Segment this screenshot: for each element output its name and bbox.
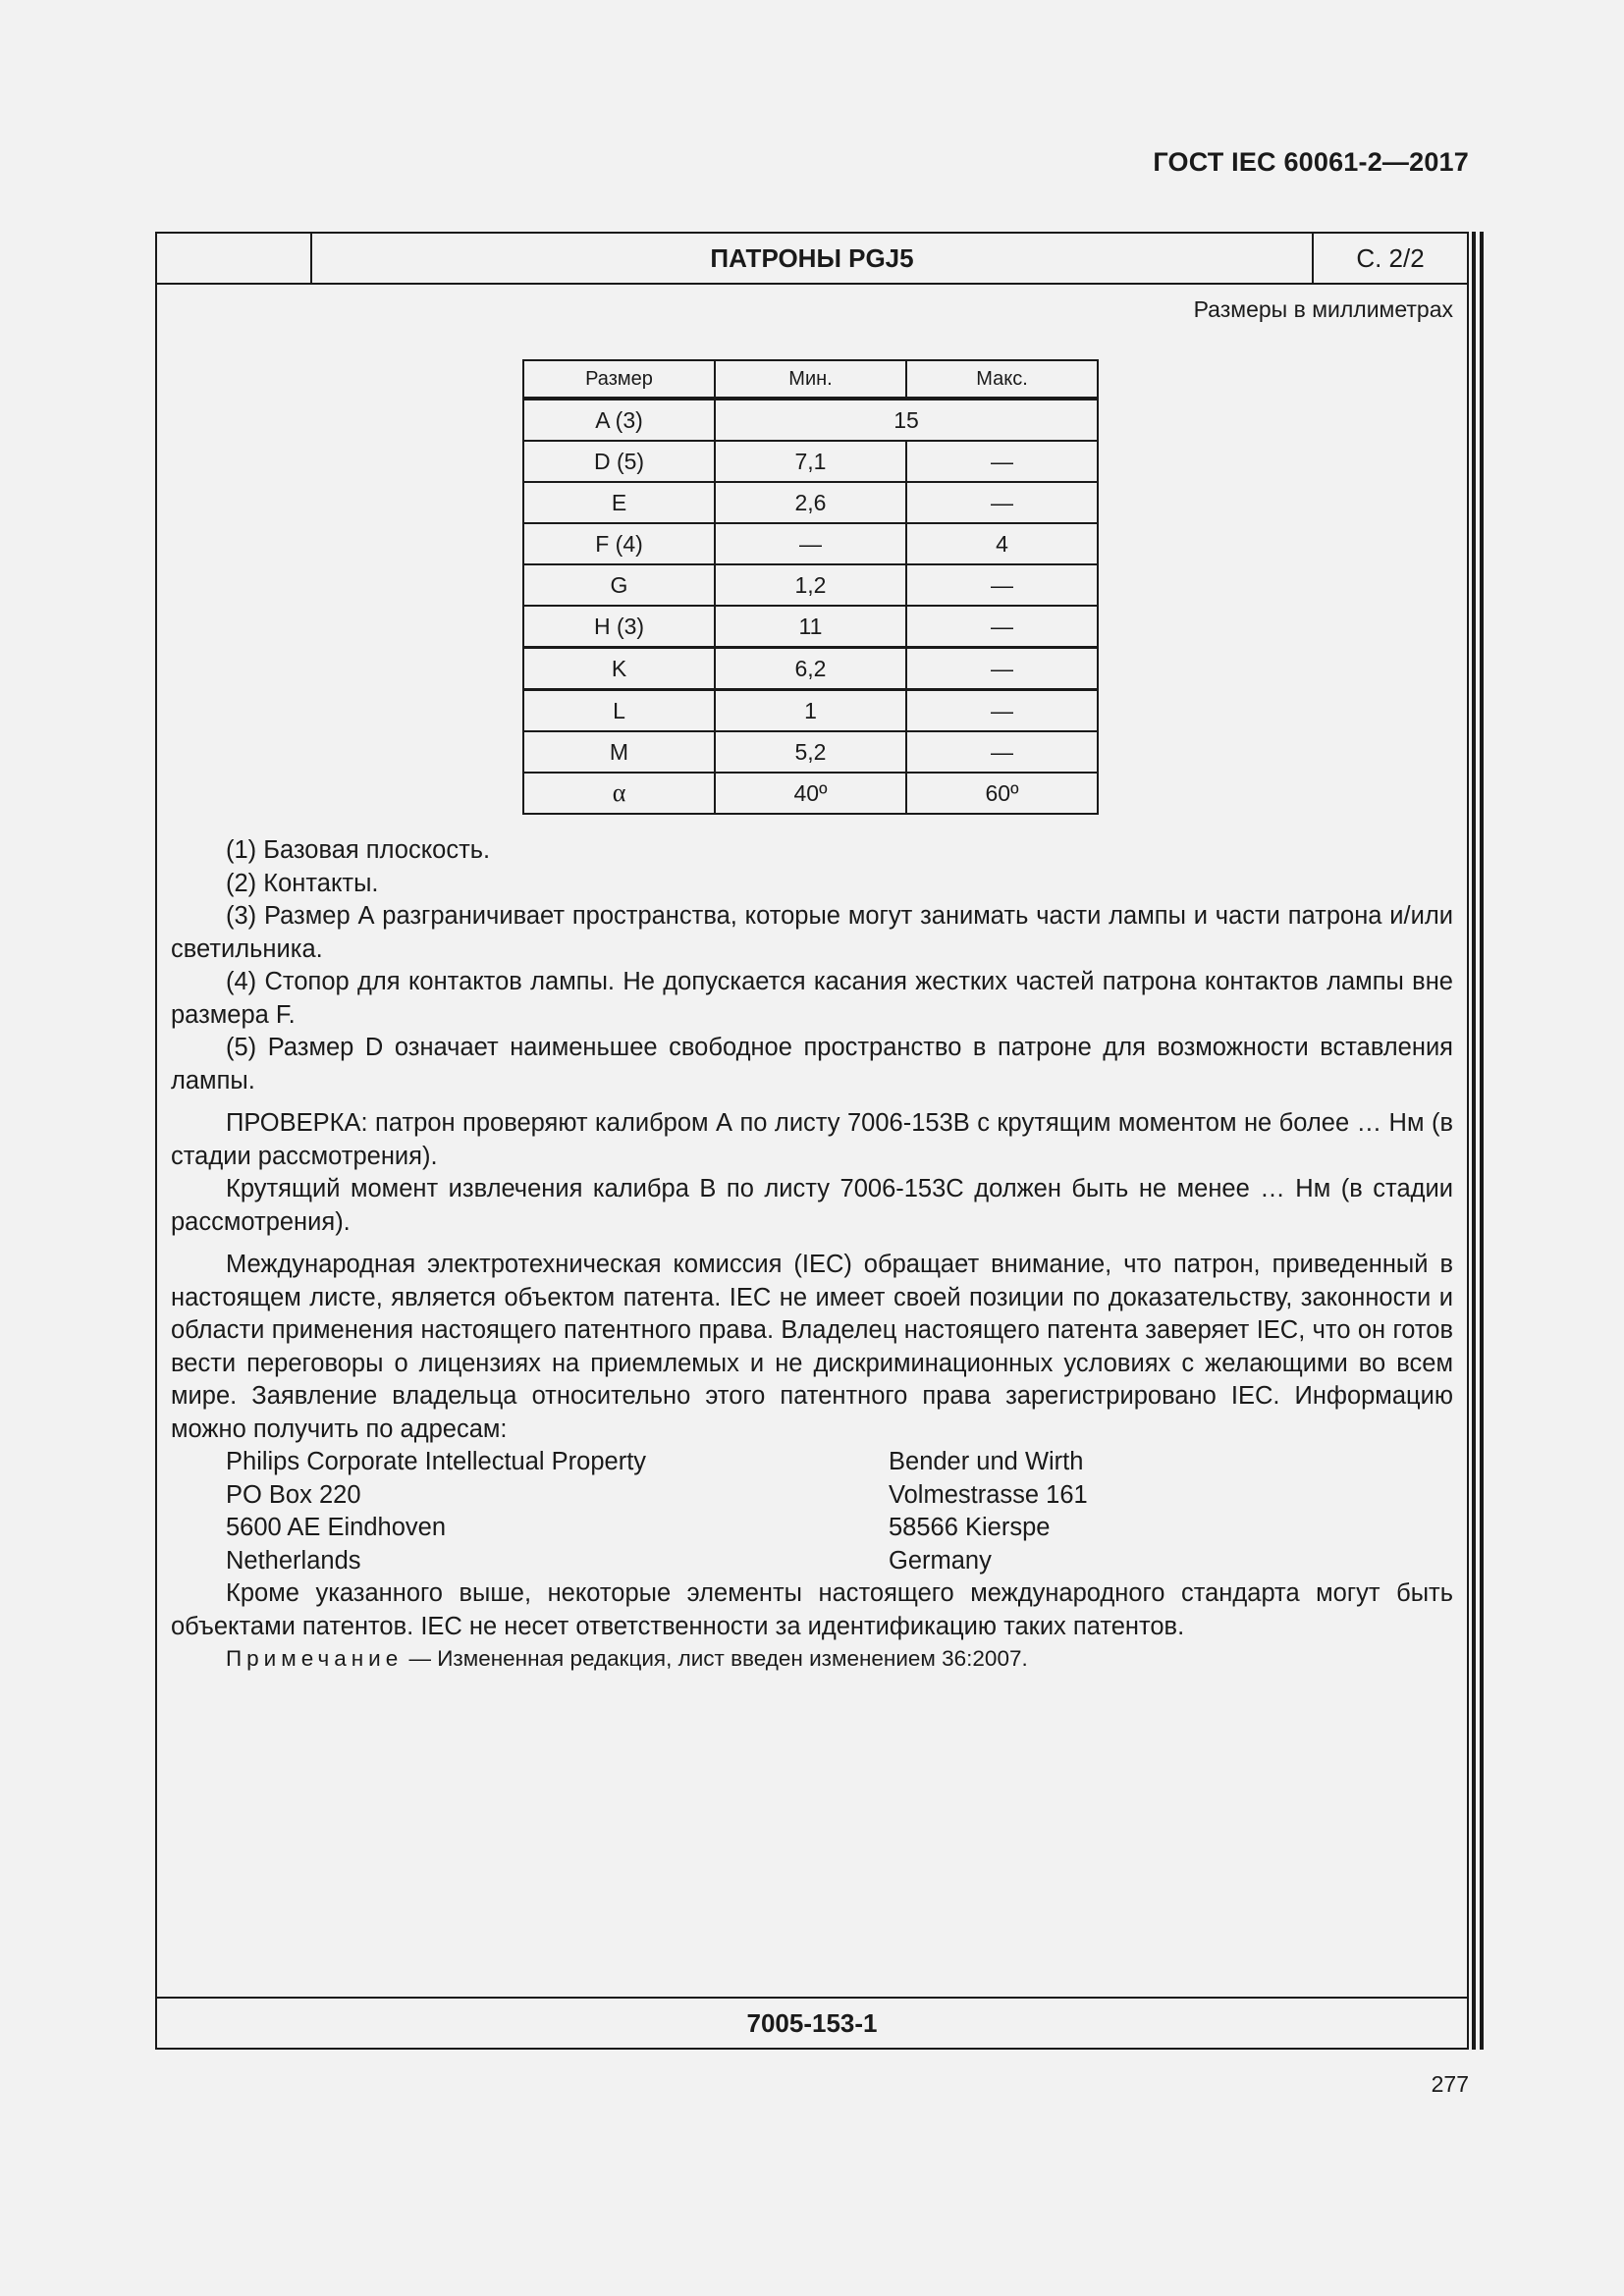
footnote-5: (5) Размер D означает наименьшее свободное пространство в патроне для возможности вставления лампы.	[171, 1034, 1453, 1095]
footnote-3: (3) Размер А разграничивает пространства, которые могут занимать части лампы и части патрона и/или светильника.	[171, 902, 1453, 963]
table-row	[523, 564, 1098, 606]
table-row	[523, 648, 1098, 690]
table-row	[523, 606, 1098, 648]
cell-max: 4	[906, 523, 1098, 564]
cell-min: 1,2	[715, 564, 906, 606]
table-row	[523, 690, 1098, 732]
note-paragraph	[171, 1643, 1453, 1675]
note-label: Примечание	[226, 1646, 404, 1671]
document-code: ГОСТ IEC 60061-2—2017	[1153, 147, 1469, 177]
cell-min: 7,1	[715, 441, 906, 482]
table-row	[523, 523, 1098, 564]
table-row	[523, 399, 1098, 441]
address-row	[171, 1512, 1453, 1545]
page-number: 277	[1431, 2071, 1469, 2097]
cell-max: —	[906, 564, 1098, 606]
cell-dimension: D (5)	[523, 441, 715, 482]
footnote-4: (4) Стопор для контактов лампы. Не допускается касания жестких частей патрона контактов лампы вне размера F.	[171, 968, 1453, 1029]
cell-max: —	[906, 606, 1098, 648]
frame-double-rule	[1472, 232, 1484, 2050]
cell-dimension: L	[523, 690, 715, 732]
cell-max: —	[906, 731, 1098, 773]
address-row	[171, 1446, 1453, 1479]
cell-dimension: G	[523, 564, 715, 606]
header-left-cell	[157, 234, 312, 283]
patent-paragraph: Международная электротехническая комиссия (IEC) обращает внимание, что патрон, приведенный в настоящем листе, является объектом патента. IEC не имеет своей позиции по доказательству, законности и области применения настоящего патентного права. Владелец настоящего патента заверяет IEC, что он готов вести переговоры о лицензиях на приемлемых и не дискриминационных условиях с желающими во всем мире. Заявление владельца относительно этого патентного права зарегистрировано IEC. Информацию можно получить по адресам:	[171, 1251, 1453, 1443]
address-right-line: 58566 Kierspe	[889, 1514, 1051, 1541]
sheet-header	[157, 234, 1467, 285]
cell-max: —	[906, 648, 1098, 690]
cell-min: 40º	[715, 773, 906, 814]
sheet-body-text	[171, 834, 1453, 1675]
note-text: — Измененная редакция, лист введен изменением 36:2007.	[403, 1646, 1028, 1671]
address-left-line: Netherlands	[226, 1546, 361, 1575]
address-left-line: Philips Corporate Intellectual Property	[226, 1448, 647, 1475]
cell-max: 60º	[906, 773, 1098, 814]
cell-max: —	[906, 690, 1098, 732]
cell-min: 6,2	[715, 648, 906, 690]
check-paragraph-1: ПРОВЕРКА: патрон проверяют калибром А по листу 7006-153В с крутящим моментом не более … Нм (в стадии рассмотрения).	[171, 1109, 1453, 1170]
table-row	[523, 773, 1098, 814]
check-paragraph-2: Крутящий момент извлечения калибра В по листу 7006-153С должен быть не менее … Нм (в стадии рассмотрения).	[171, 1175, 1453, 1236]
cell-merged-value: 15	[715, 399, 1098, 441]
cell-max: —	[906, 482, 1098, 523]
frame-rule-inner	[1472, 232, 1476, 2050]
address-row	[171, 1479, 1453, 1513]
cell-min: 1	[715, 690, 906, 732]
cell-dimension: A (3)	[523, 399, 715, 441]
address-left-line: 5600 AE Eindhoven	[226, 1514, 447, 1541]
cell-dimension: α	[523, 773, 715, 814]
sheet-frame	[155, 232, 1469, 2050]
address-right-line: Germany	[889, 1546, 992, 1575]
table-row	[523, 441, 1098, 482]
cell-min: 2,6	[715, 482, 906, 523]
cell-min: —	[715, 523, 906, 564]
footnote-2: (2) Контакты.	[226, 869, 379, 897]
table-row	[523, 731, 1098, 773]
address-left-line: PO Box 220	[226, 1480, 361, 1509]
cell-dimension: E	[523, 482, 715, 523]
address-row	[171, 1545, 1453, 1578]
footnote-1: (1) Базовая плоскость.	[226, 836, 491, 864]
patent-tail-paragraph: Кроме указанного выше, некоторые элементы настоящего международного стандарта могут быть объектами патентов. IEC не несет ответственности за идентификацию таких патентов.	[171, 1579, 1453, 1640]
sheet-title: ПАТРОНЫ PGJ5	[710, 243, 914, 273]
table-row	[523, 482, 1098, 523]
cell-max: —	[906, 441, 1098, 482]
cell-dimension: F (4)	[523, 523, 715, 564]
sheet-page-indicator: С. 2/2	[1312, 234, 1467, 283]
units-note: Размеры в миллиметрах	[1193, 296, 1453, 322]
cell-min: 11	[715, 606, 906, 648]
dimensions-table	[522, 359, 1099, 815]
cell-min: 5,2	[715, 731, 906, 773]
column-header-min: Мин.	[715, 360, 906, 399]
column-header-max: Макс.	[906, 360, 1098, 399]
column-header-size: Размер	[523, 360, 715, 399]
cell-dimension: H (3)	[523, 606, 715, 648]
cell-dimension: M	[523, 731, 715, 773]
frame-rule-outer	[1480, 232, 1484, 2050]
address-right-line: Volmestrasse 161	[889, 1480, 1088, 1509]
address-right-line: Bender und Wirth	[889, 1448, 1084, 1475]
table-header-row	[523, 360, 1098, 399]
cell-dimension: K	[523, 648, 715, 690]
sheet-footer-code: 7005-153-1	[157, 1997, 1467, 2048]
